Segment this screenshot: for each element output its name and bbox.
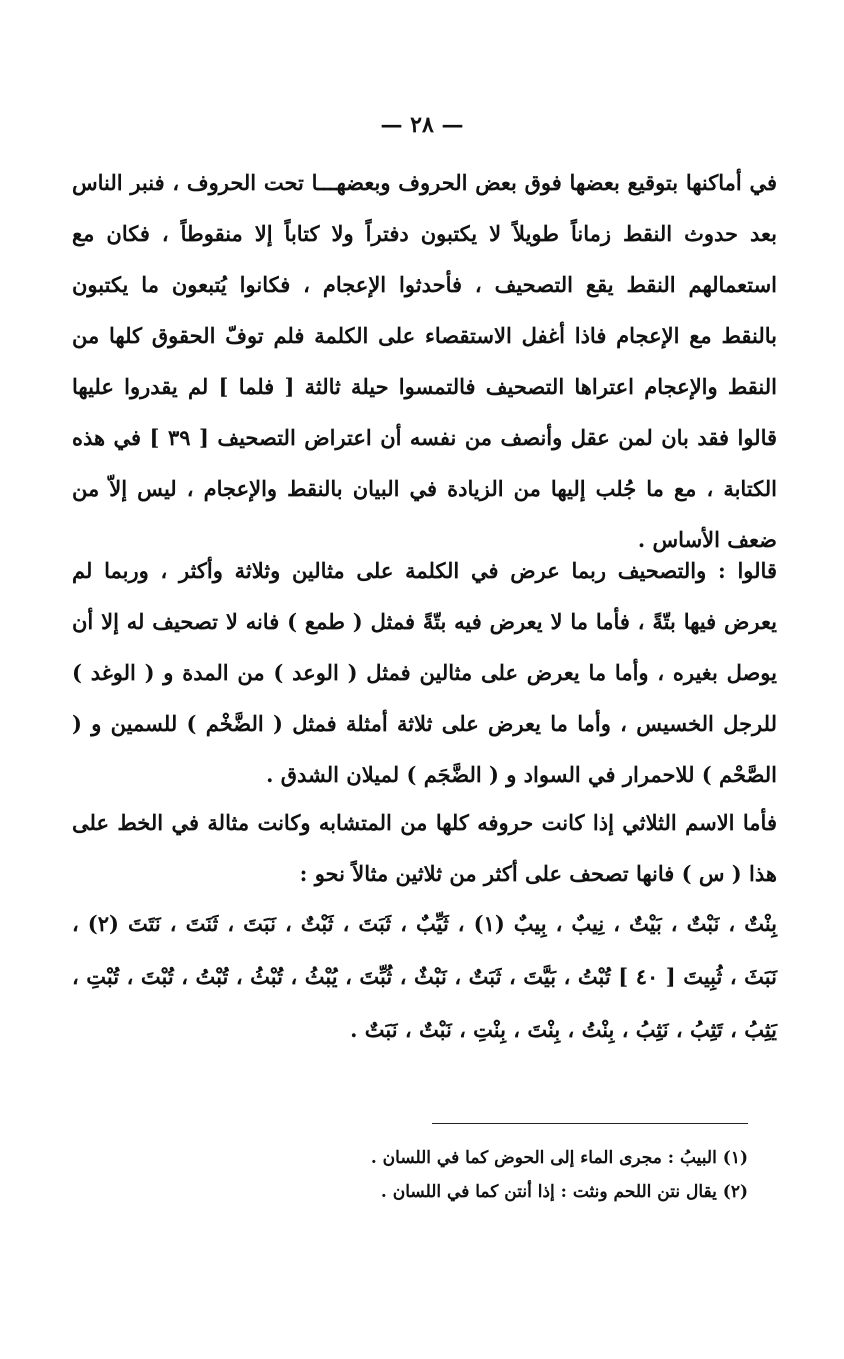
footnote-1: (١) البيبُ : مجرى الماء إلى الحوض كما في اللسان .: [370, 1148, 748, 1168]
paragraph-4-word-list: بِنْتٌ ، نَبْتٌ ، بَيْتٌ ، نِيبٌ ، بِيبٌ (١) ، ثَيِّبٌ ، ثَبَتَ ، ثَبْتٌ ، نَبَتَ ، ثَنَتَ ، نَتَتَ (٢) ، نَبَثَ ، ثُبِيتَ [ ٤٠ ] تُبْتُ ، بَيَّتَ ، ثَبَتٌ ، نَبْثٌ ، ثُبِّتَ ، يُبْثُ ، تُبْثُ ، تُبْتُ ، تُبْتَ ، تُبْتِ ، يَثِبُ ، تَثِبُ ، نَثِبُ ، بِنْتُ ، بِنْتَ ، بِنْتِ ، نَبْتٌ ، نَبَتٌ .: [72, 911, 778, 1042]
paragraph-2: قالوا : والتصحيف ربما عرض في الكلمة على مثالين وثلاثة وأكثر ، وربما لم يعرض فيها بتّةً ، فأما ما لا يعرض فيه بتّةً فمثل ( طمع ) فانه لا تصحيف له إلا أن يوصل بغيره ، وأما ما يعرض على مثالين فمثل ( الوعد ) من المدة و ( الوغد ) للرجل الخسيس ، وأما ما يعرض على ثلاثة أمثلة فمثل ( الضَّخْم ) للسمين و ( الصَّحْم ) للاحمرار في السواد و ( الضَّجَم ) لميلان الشدق .: [72, 558, 777, 787]
footnote-divider: [432, 1123, 748, 1124]
paragraph-1: في أماكنها بتوقيع بعضها فوق بعض الحروف وبعضهـــا تحت الحروف ، فنبر الناس بعد حدوث النقط زماناً طويلاً لا يكتبون دفتراً ولا كتاباً إلا منقوطاً ، فكان مع استعمالهم النقط يقع التصحيف ، فأحدثوا الإعجام ، فكانوا يُتبعون ما يكتبون بالنقط مع الإعجام فاذا أغفل الاستقصاء على الكلمة فلم توفّ الحقوق كلها من النقط والإعجام اعتراها التصحيف فالتمسوا حيلة ثالثة [ فلما ] لم يقدروا عليها قالوا فقد بان لمن عقل وأنصف من نفسه أن اعتراض التصحيف [ ٣٩ ] في هذه الكتابة ، مع ما جُلب إليها من الزيادة في البيان بالنقط والإعجام ، ليس إلاّ من ضعف الأساس .: [72, 170, 778, 552]
paragraph-3: فأما الاسم الثلاثي إذا كانت حروفه كلها من المتشابه وكانت مثالة في الخط على هذا ( س ) فانها تصحف على أكثر من ثلاثين مثالاً نحو :: [72, 810, 777, 886]
body-paragraph: [72, 797, 777, 899]
word-list: [72, 897, 777, 1056]
body-paragraph: [72, 157, 777, 565]
footnotes: [72, 1141, 748, 1209]
footnote-2: (٢) يقال نتن اللحم ونثت : إذا أنتن كما في اللسان .: [380, 1182, 748, 1202]
body-paragraph: [72, 545, 777, 800]
page-number: — ٢٨ —: [380, 112, 464, 138]
